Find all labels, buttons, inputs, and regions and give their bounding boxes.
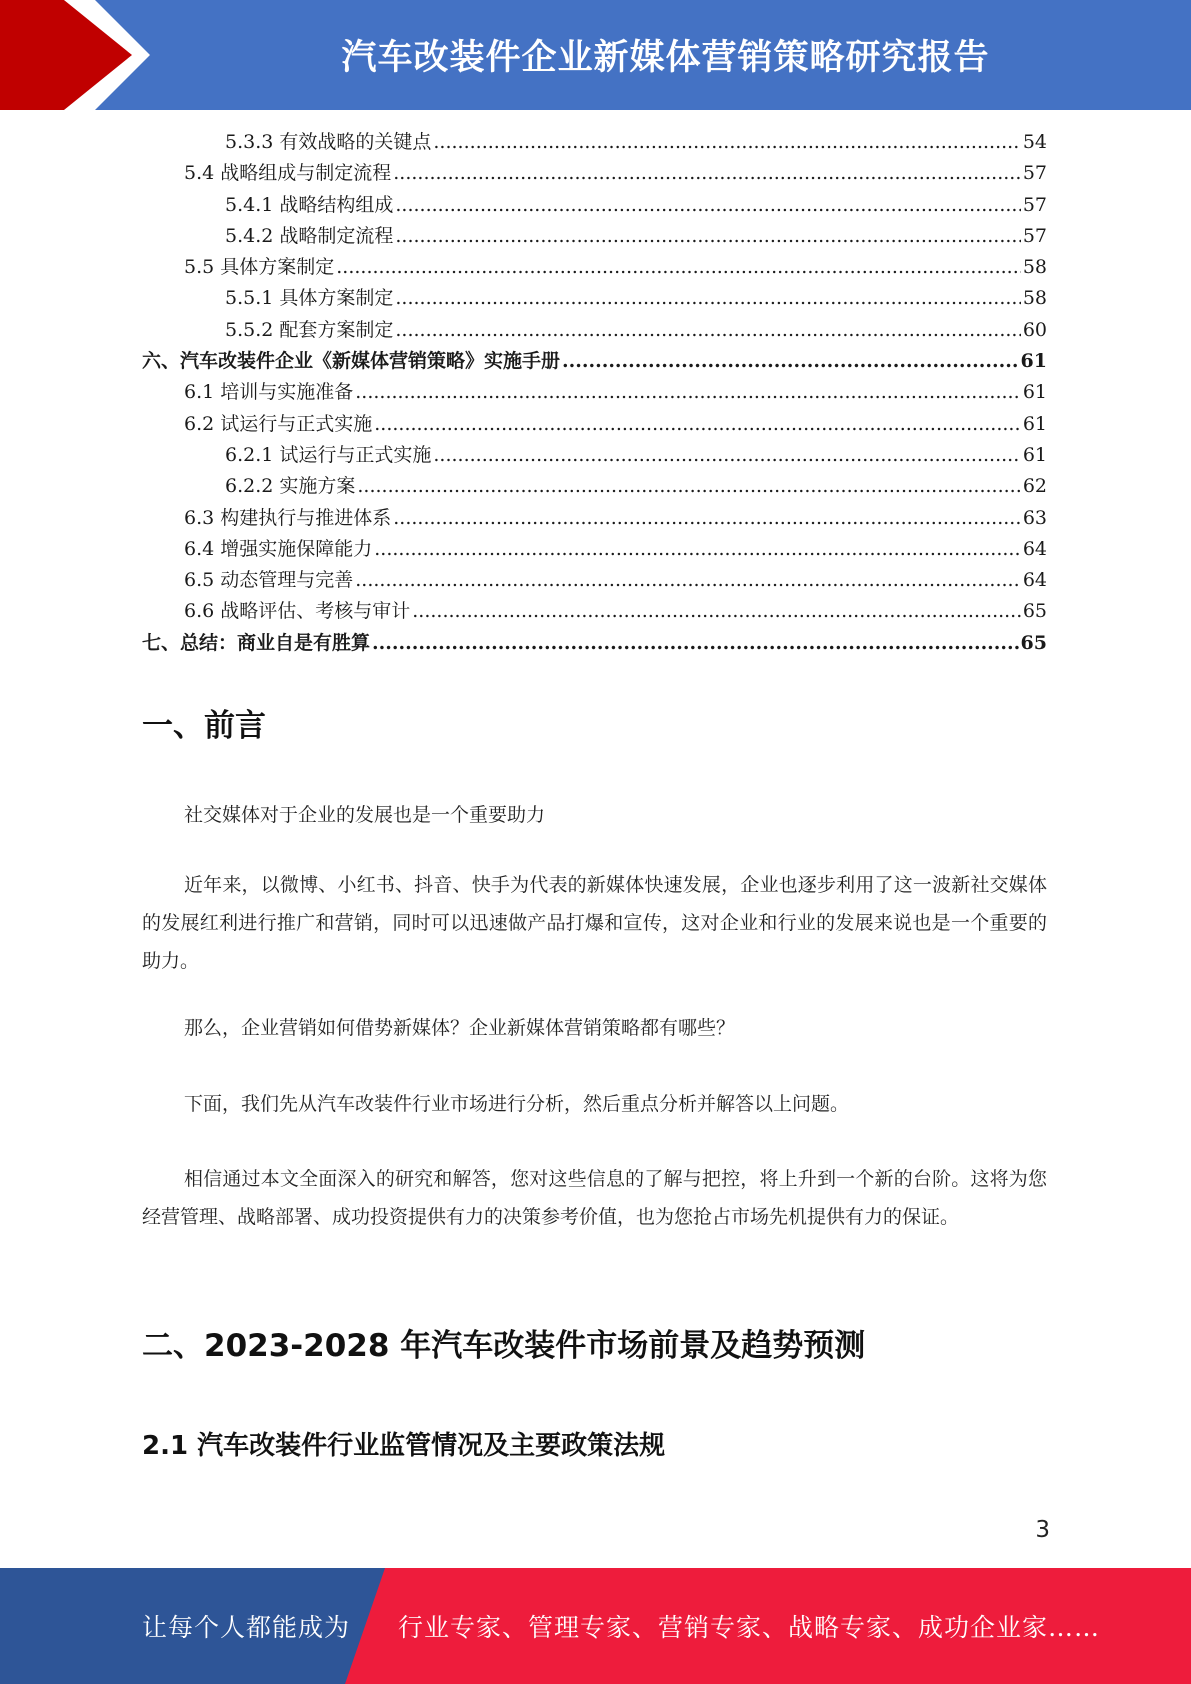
toc-dot-leader — [562, 350, 1019, 372]
toc-entry[interactable] — [142, 283, 1047, 314]
page-header — [0, 0, 1191, 110]
toc-dot-leader — [395, 319, 1020, 341]
toc-entry-label: 六、汽车改装件企业《新媒体营销策略》实施手册 — [142, 350, 561, 373]
toc-entry-page: 62 — [1022, 475, 1047, 498]
toc-entry[interactable] — [142, 440, 1047, 471]
toc-entry[interactable] — [142, 534, 1047, 565]
toc-entry-page: 61 — [1022, 381, 1047, 404]
toc-entry-page: 57 — [1022, 162, 1047, 185]
toc-dot-leader — [336, 256, 1021, 278]
paragraph: 近年来，以微博、小红书、抖音、快手为代表的新媒体快速发展，企业也逐步利用了这一波新社交媒体的发展红利进行推广和营销，同时可以迅速做产品打爆和宣传，这对企业和行业的发展来说也是一个重要的助力。 — [142, 874, 1047, 972]
toc-dot-leader — [372, 632, 1019, 654]
toc-entry-page: 58 — [1022, 256, 1047, 279]
toc-dot-leader — [433, 444, 1020, 466]
toc-entry-label: 5.5.2 配套方案制定 — [225, 318, 394, 341]
toc-entry-label: 6.1 培训与实施准备 — [184, 381, 354, 404]
toc-entry[interactable] — [142, 315, 1047, 346]
toc-entry[interactable] — [142, 127, 1047, 158]
toc-dot-leader — [393, 507, 1021, 529]
toc-entry-page: 58 — [1022, 287, 1047, 310]
toc-entry-page: 61 — [1022, 412, 1047, 435]
toc-dot-leader — [395, 287, 1020, 309]
toc-entry-page: 57 — [1022, 193, 1047, 216]
paragraph: 社交媒体对于企业的发展也是一个重要助力 — [184, 804, 546, 826]
paragraph: 相信通过本文全面深入的研究和解答，您对这些信息的了解与把控，将上升到一个新的台阶。这将为您经营管理、战略部署、成功投资提供有力的决策参考价值，也为您抢占市场先机提供有力的保证。 — [142, 1168, 1047, 1228]
toc-dot-leader — [395, 225, 1020, 247]
toc-entry[interactable] — [142, 409, 1047, 440]
toc-entry[interactable] — [142, 346, 1047, 377]
toc-entry-label: 5.5 具体方案制定 — [184, 256, 335, 279]
toc-entry[interactable] — [142, 503, 1047, 534]
paragraph: 下面，我们先从汽车改装件行业市场进行分析，然后重点分析并解答以上问题。 — [184, 1093, 850, 1115]
toc-entry-label: 5.4.2 战略制定流程 — [225, 224, 394, 247]
section-heading-market: 二、2023-2028 年汽车改装件市场前景及趋势预测 — [142, 1328, 866, 1364]
page-footer — [0, 1568, 1191, 1684]
toc-entry[interactable] — [142, 471, 1047, 502]
toc-entry-page: 61 — [1022, 443, 1047, 466]
toc-entry-label: 5.4 战略组成与制定流程 — [184, 162, 392, 185]
toc-entry[interactable] — [142, 628, 1047, 659]
toc-dot-leader — [357, 475, 1020, 497]
toc-entry-page: 60 — [1022, 318, 1047, 341]
toc-entry[interactable] — [142, 190, 1047, 221]
toc-entry-page: 61 — [1020, 350, 1047, 373]
toc-entry[interactable] — [142, 252, 1047, 283]
toc-entry[interactable] — [142, 377, 1047, 408]
toc-entry-label: 6.3 构建执行与推进体系 — [184, 506, 392, 529]
toc-dot-leader — [355, 569, 1021, 591]
toc-entry-label: 5.5.1 具体方案制定 — [225, 287, 394, 310]
toc-entry[interactable] — [142, 596, 1047, 627]
toc-entry-page: 65 — [1020, 631, 1047, 654]
toc-dot-leader — [374, 413, 1021, 435]
subsection-heading: 2.1 汽车改装件行业监管情况及主要政策法规 — [142, 1431, 666, 1461]
toc-entry[interactable] — [142, 158, 1047, 189]
toc-dot-leader — [355, 381, 1021, 403]
table-of-contents — [142, 127, 1047, 659]
footer-slogan-right: 行业专家、管理专家、营销专家、战略专家、成功企业家…… — [398, 1613, 1101, 1642]
toc-dot-leader — [374, 538, 1021, 560]
toc-entry-label: 6.2.1 试运行与正式实施 — [225, 443, 432, 466]
toc-dot-leader — [412, 600, 1021, 622]
header-title: 汽车改装件企业新媒体营销策略研究报告 — [341, 38, 990, 78]
toc-entry-page: 54 — [1022, 131, 1047, 153]
toc-dot-leader — [433, 131, 1020, 153]
toc-entry-label: 6.2.2 实施方案 — [225, 475, 356, 498]
section-heading-preface: 一、前言 — [142, 708, 266, 744]
toc-dot-leader — [395, 194, 1020, 216]
toc-entry-label: 6.2 试运行与正式实施 — [184, 412, 373, 435]
toc-entry-page: 57 — [1022, 224, 1047, 247]
toc-entry-label: 5.4.1 战略结构组成 — [225, 193, 394, 216]
toc-dot-leader — [393, 162, 1021, 184]
toc-entry-label: 6.6 战略评估、考核与审计 — [184, 600, 411, 623]
toc-entry-page: 64 — [1022, 569, 1047, 592]
toc-entry[interactable] — [142, 221, 1047, 252]
toc-entry-label: 七、总结：商业自是有胜算 — [142, 631, 371, 654]
toc-entry-label: 6.5 动态管理与完善 — [184, 569, 354, 592]
page-number: 3 — [1035, 1517, 1050, 1543]
toc-entry-page: 63 — [1022, 506, 1047, 529]
toc-entry-label: 5.3.3 有效战略的关键点 — [225, 131, 432, 153]
toc-entry-label: 6.4 增强实施保障能力 — [184, 537, 373, 560]
paragraph: 那么，企业营销如何借势新媒体？企业新媒体营销策略都有哪些？ — [184, 1017, 736, 1039]
footer-slogan-left: 让每个人都能成为 — [142, 1613, 351, 1642]
toc-entry-page: 65 — [1022, 600, 1047, 623]
toc-entry[interactable] — [142, 565, 1047, 596]
toc-entry-page: 64 — [1022, 537, 1047, 560]
